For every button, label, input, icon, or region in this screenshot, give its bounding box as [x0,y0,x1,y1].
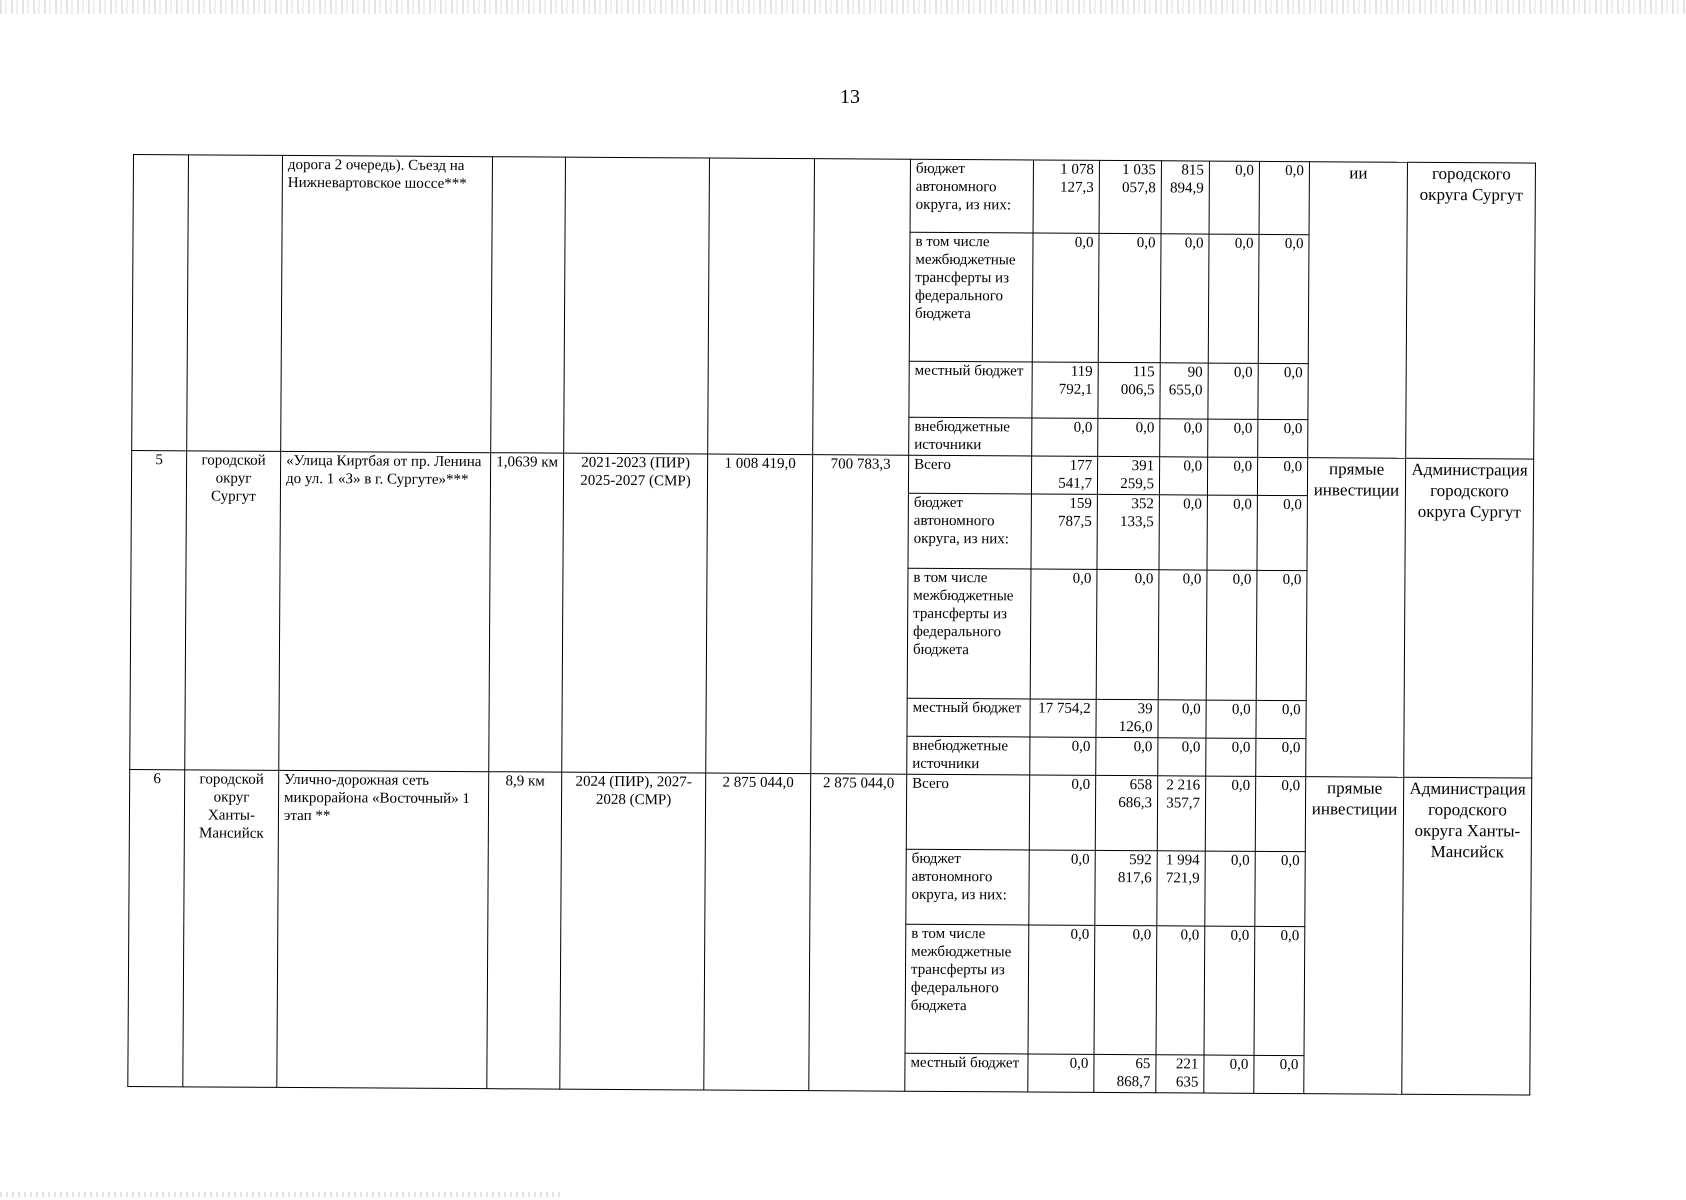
cell-value: 0,0 [1158,700,1206,738]
table-row [131,450,1533,497]
cell-value: 0,0 [1094,925,1157,1054]
cell-value: 0,0 [1258,234,1309,363]
cell-source-label: внебюджетные источники [909,417,1032,456]
cell-value: 0,0 [1029,775,1095,850]
cell-value: 0,0 [1255,851,1305,926]
investment-table [127,154,1536,1096]
cell-no [132,155,189,451]
cell-source-label: местный бюджет [905,1053,1028,1092]
cell-value: 1 994 721,9 [1157,851,1205,926]
cell-responsible: Администрация городского округа Сургут [1404,458,1534,778]
cell-value: 0,0 [1158,570,1207,700]
cell-investment-type: прямые инвестиции [1304,777,1404,1095]
cell-value: 0,0 [1029,850,1095,925]
cell-value: 0,0 [1258,363,1308,419]
cell-value: 0,0 [1156,926,1205,1055]
cell-value: 0,0 [1205,776,1255,851]
cell-value: 0,0 [1207,495,1257,570]
cell-source-label: местный бюджет [907,698,1030,737]
cell-investment-type: ии [1308,162,1408,459]
cell-remaining-cost [813,159,911,456]
cell-value: 0,0 [1255,776,1305,851]
cell-value: 0,0 [1258,419,1308,457]
page-number: 13 [840,86,860,108]
cell-value: 0,0 [1098,418,1160,456]
cell-value: 65 868,7 [1094,1054,1156,1092]
cell-municipality: городской округ Сургут [185,451,281,771]
cell-value: 0,0 [1096,569,1159,699]
scan-edge-noise [0,0,1686,14]
cell-value: 0,0 [1256,738,1306,776]
cell-capacity: 1,0639 км [489,453,564,772]
cell-municipality: городской округ Ханты-Мансийск [183,770,279,1088]
cell-value: 592 817,6 [1095,850,1157,925]
cell-value: 0,0 [1204,1055,1254,1093]
cell-period [564,157,710,454]
cell-object: Улично-дорожная сеть микрорайона «Восточный» 1 этап ** [277,770,489,1088]
cell-value: 0,0 [1028,925,1095,1054]
table-row [129,769,1531,853]
table-row [133,155,1535,237]
cell-value: 115 006,5 [1098,362,1160,418]
cell-object: дорога 2 очередь). Съезд на Нижневартовское шоссе*** [281,155,493,452]
cell-value: 0,0 [1254,926,1305,1055]
cell-capacity [491,157,566,453]
cell-value: 90 655,0 [1160,363,1208,419]
cell-value: 0,0 [1030,737,1096,775]
cell-value: 0,0 [1206,570,1257,700]
cell-source-label: Всего [906,774,1029,850]
cell-value: 221 635 [1156,1055,1204,1093]
cell-value: 0,0 [1032,233,1099,362]
cell-value: 0,0 [1204,926,1255,1055]
cell-value: 0,0 [1256,570,1307,700]
cell-remaining-cost: 2 875 044,0 [809,774,907,1092]
cell-value: 0,0 [1208,234,1259,363]
cell-value: 119 792,1 [1032,362,1098,418]
cell-remaining-cost: 700 783,3 [811,455,909,775]
cell-value: 0,0 [1159,457,1207,495]
cell-value: 159 787,5 [1031,494,1097,569]
cell-value: 0,0 [1257,457,1307,495]
cell-estimated-cost: 2 875 044,0 [704,773,811,1091]
cell-value: 352 133,5 [1097,494,1159,569]
cell-value: 1 035 057,8 [1099,160,1161,233]
scan-edge-noise [0,1192,560,1197]
cell-no: 5 [130,450,187,769]
cell-value: 0,0 [1256,700,1306,738]
cell-value: 0,0 [1209,161,1259,234]
cell-source-label: бюджет автономного округа, из них: [908,493,1031,569]
cell-estimated-cost [708,158,815,455]
cell-value: 0,0 [1028,1054,1094,1092]
cell-value: 0,0 [1096,737,1158,775]
cell-investment-type: прямые инвестиции [1306,458,1406,778]
cell-source-label: внебюджетные источники [907,736,1030,775]
cell-source-label: местный бюджет [909,361,1032,418]
cell-value: 0,0 [1257,495,1307,570]
cell-value: 0,0 [1206,700,1256,738]
cell-period: 2024 (ПИР), 2027-2028 (СМР) [560,772,706,1090]
cell-source-label: Всего [908,455,1031,494]
cell-value: 0,0 [1160,234,1209,363]
cell-value: 0,0 [1098,233,1161,362]
cell-value: 0,0 [1206,738,1256,776]
cell-value: 0,0 [1259,161,1309,234]
cell-value: 815 894,9 [1161,161,1209,234]
cell-value: 0,0 [1205,851,1255,926]
cell-value: 2 216 357,7 [1157,776,1205,851]
cell-value: 0,0 [1159,495,1207,570]
cell-value: 391 259,5 [1097,456,1159,494]
cell-municipality [187,155,283,452]
cell-estimated-cost: 1 008 419,0 [706,454,813,774]
cell-no: 6 [128,769,185,1086]
cell-value: 1 078 127,3 [1033,160,1099,233]
cell-source-label: в том числе межбюджетные трансферты из федерального бюджета [905,924,1029,1054]
cell-value: 0,0 [1208,363,1258,419]
cell-value: 0,0 [1032,418,1098,456]
cell-value: 658 686,3 [1095,775,1157,850]
cell-value: 0,0 [1208,419,1258,457]
cell-responsible: Администрация городского округа Ханты-Мансийск [1402,777,1532,1095]
cell-value: 0,0 [1160,419,1208,457]
cell-responsible: городского округа Сургут [1406,162,1536,459]
cell-object: «Улица Киртбая от пр. Ленина до ул. 1 «З» в г. Сургуте»*** [279,451,491,771]
cell-capacity: 8,9 км [487,772,562,1089]
cell-source-label: в том числе межбюджетные трансферты из федерального бюджета [909,232,1033,362]
cell-source-label: бюджет автономного округа, из них: [910,159,1033,233]
cell-source-label: бюджет автономного округа, из них: [906,849,1029,925]
cell-period: 2021-2023 (ПИР) 2025-2027 (СМР) [562,453,708,773]
cell-value: 0,0 [1254,1055,1304,1093]
cell-value: 0,0 [1207,457,1257,495]
cell-source-label: в том числе межбюджетные трансферты из федерального бюджета [907,568,1031,699]
cell-value: 0,0 [1030,569,1097,699]
cell-value: 0,0 [1158,738,1206,776]
cell-value: 177 541,7 [1031,456,1097,494]
cell-value: 39 126,0 [1096,699,1158,737]
cell-value: 17 754,2 [1030,699,1096,737]
